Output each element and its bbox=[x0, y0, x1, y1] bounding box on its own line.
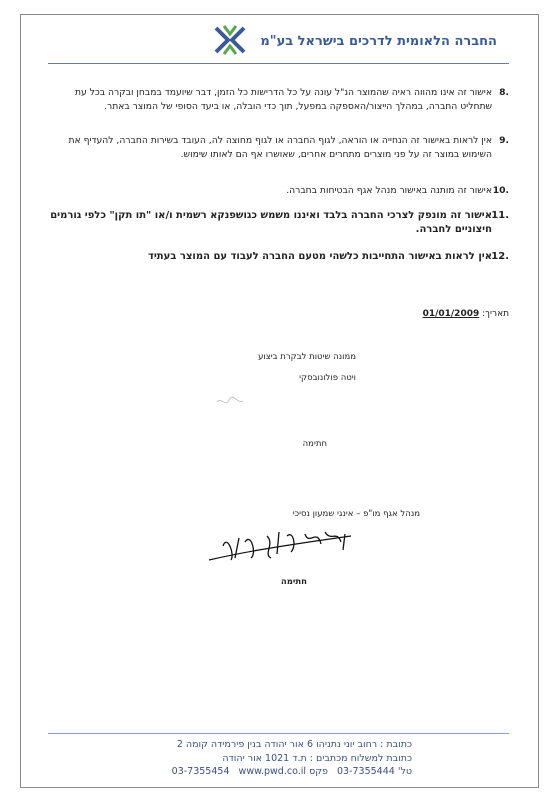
footer-divider bbox=[48, 733, 509, 734]
company-logo-icon bbox=[213, 24, 247, 56]
signatory-1-sign-label: חתימה bbox=[302, 439, 327, 449]
signatory-1-name: ויטה פולונובסקי bbox=[299, 373, 356, 383]
page-border bbox=[20, 14, 539, 788]
condition-text: אישור זה מותנה באישור מנהל אגף הבטיחות בחברה. bbox=[286, 185, 492, 196]
condition-text: אישור זה אינו מהווה ראיה שהמוצר הנ"ל עונה על כל הדרישות כל הזמן, דבר שיועמד במבחן ובקרה בכל עת שתחליט החברה, במהלך הייצור/האספקה במפעל, תוך כדי הובלה, או ביעד הסופי של המוצר באתר. bbox=[74, 87, 492, 112]
condition-text: אין לראות באישור זה הנחייה או הוראה, לגוף החברה או לגוף מחוצה לה, העובד בשירות החברה, להעדיף את השימוש במוצר זה על פני מוצרים מתחרים אחרים, שאושרו אף הם לאותו שימוש. bbox=[68, 135, 492, 160]
signatory-2-title: מנהל אגף מו"פ – אינגי שמעון נסיכי bbox=[292, 509, 420, 519]
date-label: תאריך: bbox=[482, 309, 509, 319]
condition-item bbox=[48, 250, 509, 264]
condition-text: אין לראות באישור התחייבות כלשהי מטעם החברה לעבוד עם המוצר בעתיד bbox=[147, 251, 492, 262]
signatory-2-sign-label: חתימה bbox=[280, 577, 307, 587]
signatory-1 bbox=[258, 347, 356, 389]
condition-text: אישור זה מונפק לצרכי החברה בלבד ואיננו משמש כגושפנקא רשמית ו/או "תו תקן" כלפי גורמים חיצוניים לחברה. bbox=[50, 210, 492, 235]
condition-number: .9 bbox=[499, 135, 509, 146]
phone-number: 03-7355444 bbox=[336, 766, 395, 777]
fax-number: 03-7355454 bbox=[171, 766, 230, 777]
footer-mail-address: כתובת למשלוח מכתבים : ת.ד 1021 אור יהודה bbox=[222, 752, 412, 764]
condition-item bbox=[48, 184, 509, 198]
condition-number: .8 bbox=[499, 87, 509, 98]
date-value: 01/01/2009 bbox=[422, 309, 480, 319]
condition-item bbox=[48, 134, 509, 161]
condition-number: .11 bbox=[491, 210, 509, 221]
signatory-1-title: ממונה שיטות לבקרת ביצוע bbox=[258, 352, 356, 362]
company-name: החברה הלאומית לדרכים בישראל בע"מ bbox=[260, 34, 497, 49]
condition-number: .12 bbox=[491, 251, 509, 262]
condition-number: .10 bbox=[492, 185, 509, 196]
date-line bbox=[423, 309, 509, 319]
handwritten-signature bbox=[205, 524, 355, 568]
faint-signature-mark bbox=[215, 392, 245, 412]
footer-contact bbox=[172, 738, 412, 779]
letterhead bbox=[60, 20, 497, 60]
website-link[interactable]: www.pwd.co.il bbox=[238, 766, 307, 777]
condition-item bbox=[48, 209, 509, 237]
fax-label: פקס bbox=[309, 766, 328, 777]
condition-item bbox=[48, 86, 509, 113]
footer-contact-line bbox=[172, 765, 412, 779]
footer-address: כתובת : רחוב יוני נתניהו 6 אור יהודה בנין פירמידה קומה 2 bbox=[176, 739, 412, 750]
header-divider bbox=[48, 63, 509, 64]
phone-label: טל' bbox=[397, 766, 412, 777]
